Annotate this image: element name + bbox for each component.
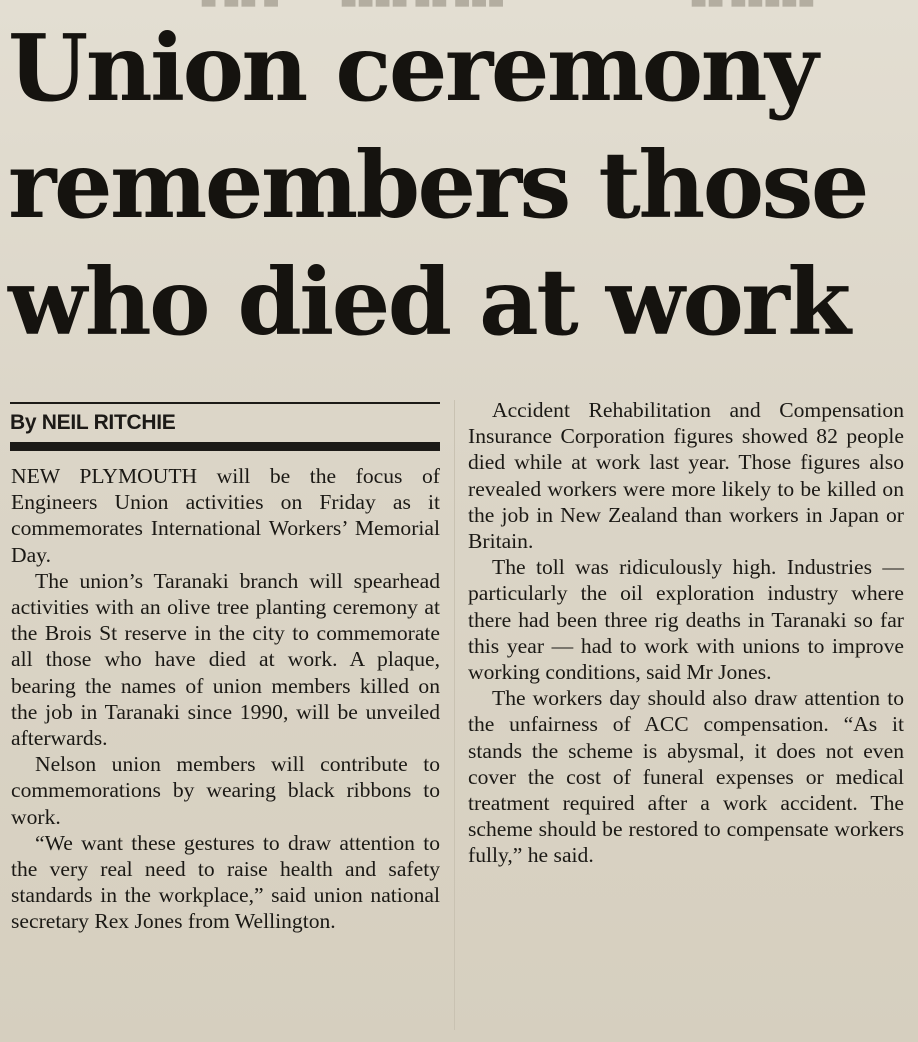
column-divider — [454, 400, 455, 1030]
headline-line-2: remembers those — [8, 131, 867, 239]
paragraph-5: Accident Rehabilitation and Compensation Insurance Corporation figures showed 82 people died while at work last year. Those figures also revealed workers were more likely to be killed on the job in New Zealand than workers in Japan or Britain. — [468, 398, 904, 554]
headline-line-1: Union ceremony — [8, 14, 816, 122]
paragraph-6: The toll was ridiculously high. Industries — particularly the oil exploration industry where there had been three rig deaths in Taranaki so far this year — had to work with unions to improve working conditions, said Mr Jones. — [468, 555, 904, 685]
headline — [8, 10, 908, 361]
paragraph-3: Nelson union members will contribute to commemorations by wearing black ribbons to work. — [11, 752, 440, 829]
paragraph-4: “We want these gestures to draw attention to the very real need to raise health and safety standards in the workplace,” said union national secretary Rex Jones from Wellington. — [11, 830, 440, 934]
byline-rule-bottom — [10, 442, 440, 451]
article-column-left — [11, 463, 440, 935]
byline-block — [10, 402, 440, 451]
paragraph-1: NEW PLYMOUTH will be the focus of Engineers Union activities on Friday as it commemorates International Workers’ Memorial Day. — [11, 464, 440, 567]
paragraph-7: The workers day should also draw attention to the unfairness of ACC compensation. “As it stands the scheme is abysmal, it does not even cover the cost of funeral expenses or medical treatment required after a work accident. The scheme should be restored to compensate workers fully,” he said. — [468, 686, 904, 868]
headline-line-3: who died at work — [8, 248, 849, 356]
byline: By NEIL RITCHIE — [10, 411, 176, 434]
paragraph-2: The union’s Taranaki branch will spearhead activities with an olive tree planting ceremony at the Brois St reserve in the city to commemorate all those who have died at work. A plaque, bearing the names of union members killed on the job in Taranaki since 1990, will be unveiled afterwards. — [11, 568, 440, 751]
bleed-through-text: ▬ ▬▬ ▬ ▬▬▬▬ ▬▬ ▬▬▬ ▬▬ ▬▬▬▬▬ — [200, 0, 815, 13]
article-column-right — [468, 397, 904, 869]
